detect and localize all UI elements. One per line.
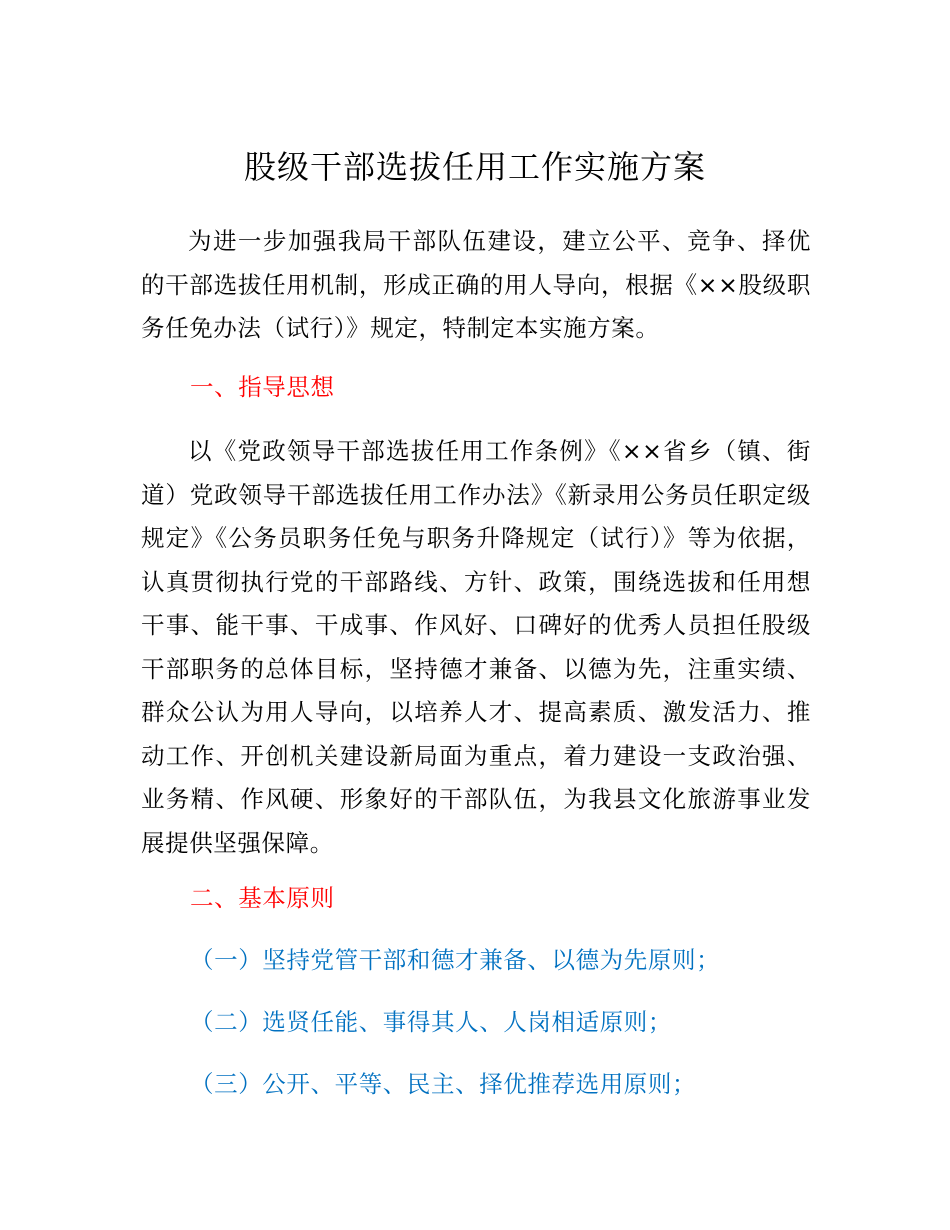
principle-item-1: （一）坚持党管干部和德才兼备、以德为先原则； bbox=[190, 946, 721, 974]
intro-paragraph: 为进一步加强我局干部队伍建设，建立公平、竞争、择优的干部选拔任用机制，形成正确的用人导向，根据《××股级职务任免办法（试行）》规定，特制定本实施方案。 bbox=[141, 227, 811, 342]
section-heading-guiding-thought: 一、指导思想 bbox=[190, 373, 335, 401]
principle-item-3: （三）公开、平等、民主、择优推荐选用原则； bbox=[190, 1070, 697, 1098]
guiding-thought-paragraph: 以《党政领导干部选拔任用工作条例》《××省乡（镇、街道）党政领导干部选拔任用工作办法》《新录用公务员任职定级规定》《公务员职务任免与职务升降规定（试行）》等为依据，认真贯彻执行党的干部路线、方针、政策，围绕选拔和任用想干事、能干事、干成事、作风好、口碑好的优秀人员担任股级干部职务的总体目标，坚持德才兼备、以德为先，注重实绩、群众公认为用人导向，以培养人才、提高素质、激发活力、推动工作、开创机关建设新局面为重点，着力建设一支政治强、业务精、作风硬、形象好的干部队伍，为我县文化旅游事业发展提供坚强保障。 bbox=[141, 437, 811, 857]
document-title: 股级干部选拔任用工作实施方案 bbox=[243, 148, 706, 186]
section-heading-basic-principles: 二、基本原则 bbox=[190, 884, 335, 912]
principle-item-2: （二）选贤任能、事得其人、人岗相适原则； bbox=[190, 1008, 672, 1036]
